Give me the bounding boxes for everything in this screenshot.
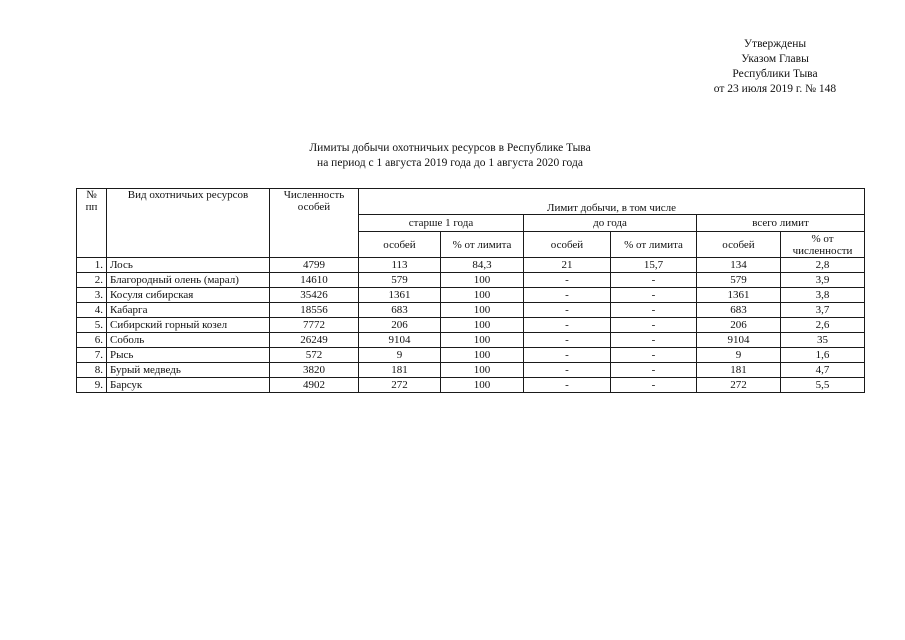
young-units: -: [524, 378, 611, 393]
older-units: 1361: [359, 288, 441, 303]
table-row: [77, 303, 865, 318]
young-units: 21: [524, 258, 611, 273]
older-units: 206: [359, 318, 441, 333]
row-number: 7.: [77, 348, 107, 363]
species-name: Соболь: [107, 333, 270, 348]
header-group-young: до года: [524, 215, 697, 232]
document-title: [200, 141, 700, 171]
total-units: 683: [697, 303, 781, 318]
species-name: Сибирский горный козел: [107, 318, 270, 333]
species-name: Лось: [107, 258, 270, 273]
table-row: [77, 363, 865, 378]
population-count: 3820: [270, 363, 359, 378]
header-total-percent-line: % от: [811, 232, 834, 245]
header-total-units: особей: [697, 232, 781, 258]
total-percent: 5,5: [781, 378, 865, 393]
header-total-percent-line: численности: [792, 244, 853, 257]
species-name: Бурый медведь: [107, 363, 270, 378]
title-line: на период с 1 августа 2019 года до 1 августа 2020 года: [317, 157, 583, 169]
older-units: 9104: [359, 333, 441, 348]
table-row: [77, 378, 865, 393]
row-number: 8.: [77, 363, 107, 378]
row-number: 1.: [77, 258, 107, 273]
young-percent: -: [611, 318, 697, 333]
total-percent: 3,9: [781, 273, 865, 288]
approval-line: Республики Тыва: [732, 68, 818, 80]
row-number: 4.: [77, 303, 107, 318]
young-percent: -: [611, 363, 697, 378]
header-species: Вид охотничьих ресурсов: [107, 189, 270, 258]
total-units: 206: [697, 318, 781, 333]
row-number: 5.: [77, 318, 107, 333]
total-percent: 1,6: [781, 348, 865, 363]
population-count: 4902: [270, 378, 359, 393]
older-units: 272: [359, 378, 441, 393]
older-percent: 100: [441, 273, 524, 288]
young-units: -: [524, 273, 611, 288]
limits-table-body: [77, 258, 865, 393]
older-percent: 84,3: [441, 258, 524, 273]
header-limit: Лимит добычи, в том числе: [359, 189, 865, 215]
total-units: 579: [697, 273, 781, 288]
header-population: [270, 189, 359, 258]
young-units: -: [524, 363, 611, 378]
total-percent: 3,8: [781, 288, 865, 303]
older-percent: 100: [441, 333, 524, 348]
older-units: 9: [359, 348, 441, 363]
total-percent: 2,6: [781, 318, 865, 333]
total-units: 9104: [697, 333, 781, 348]
species-name: Благородный олень (марал): [107, 273, 270, 288]
young-percent: -: [611, 303, 697, 318]
table-row: [77, 273, 865, 288]
header-group-total: всего лимит: [697, 215, 865, 232]
older-units: 683: [359, 303, 441, 318]
approval-line: Указом Главы: [741, 53, 809, 65]
young-units: -: [524, 348, 611, 363]
row-number: 6.: [77, 333, 107, 348]
approval-line: Утверждены: [743, 38, 807, 50]
older-percent: 100: [441, 348, 524, 363]
older-percent: 100: [441, 318, 524, 333]
older-units: 113: [359, 258, 441, 273]
header-older-percent: % от лимита: [441, 232, 524, 258]
population-count: 4799: [270, 258, 359, 273]
total-percent: 4,7: [781, 363, 865, 378]
population-count: 18556: [270, 303, 359, 318]
total-units: 9: [697, 348, 781, 363]
population-count: 26249: [270, 333, 359, 348]
species-name: Кабарга: [107, 303, 270, 318]
older-percent: 100: [441, 363, 524, 378]
limits-table: [76, 188, 865, 393]
young-units: -: [524, 318, 611, 333]
total-percent: 3,7: [781, 303, 865, 318]
species-name: Косуля сибирская: [107, 288, 270, 303]
approval-stamp: [700, 37, 850, 97]
table-row: [77, 348, 865, 363]
row-number: 9.: [77, 378, 107, 393]
young-percent: 15,7: [611, 258, 697, 273]
total-percent: 35: [781, 333, 865, 348]
young-units: -: [524, 333, 611, 348]
older-percent: 100: [441, 378, 524, 393]
young-percent: -: [611, 378, 697, 393]
species-name: Рысь: [107, 348, 270, 363]
young-percent: -: [611, 348, 697, 363]
table-row: [77, 333, 865, 348]
total-percent: 2,8: [781, 258, 865, 273]
header-population-line: Численность: [283, 189, 345, 201]
total-units: 1361: [697, 288, 781, 303]
older-units: 181: [359, 363, 441, 378]
row-number: 2.: [77, 273, 107, 288]
older-percent: 100: [441, 303, 524, 318]
header-total-percent: [781, 232, 865, 258]
total-units: 134: [697, 258, 781, 273]
header-young-units: особей: [524, 232, 611, 258]
header-young-percent: % от лимита: [611, 232, 697, 258]
young-units: -: [524, 303, 611, 318]
total-units: 181: [697, 363, 781, 378]
header-number-abbr: пп: [85, 201, 98, 213]
older-units: 579: [359, 273, 441, 288]
header-group-older: старше 1 года: [359, 215, 524, 232]
population-count: 14610: [270, 273, 359, 288]
young-units: -: [524, 288, 611, 303]
table-row: [77, 318, 865, 333]
approval-decree-line: от 23 июля 2019 г. № 148: [713, 83, 837, 95]
young-percent: -: [611, 288, 697, 303]
population-count: 572: [270, 348, 359, 363]
header-older-units: особей: [359, 232, 441, 258]
header-number: [77, 189, 107, 258]
population-count: 35426: [270, 288, 359, 303]
population-count: 7772: [270, 318, 359, 333]
young-percent: -: [611, 333, 697, 348]
table-row: [77, 288, 865, 303]
species-name: Барсук: [107, 378, 270, 393]
header-number-symbol: №: [86, 189, 97, 201]
row-number: 3.: [77, 288, 107, 303]
header-population-line: особей: [297, 201, 331, 213]
older-percent: 100: [441, 288, 524, 303]
total-units: 272: [697, 378, 781, 393]
table-row: [77, 258, 865, 273]
title-line: Лимиты добычи охотничьих ресурсов в Республике Тыва: [309, 142, 591, 154]
young-percent: -: [611, 273, 697, 288]
